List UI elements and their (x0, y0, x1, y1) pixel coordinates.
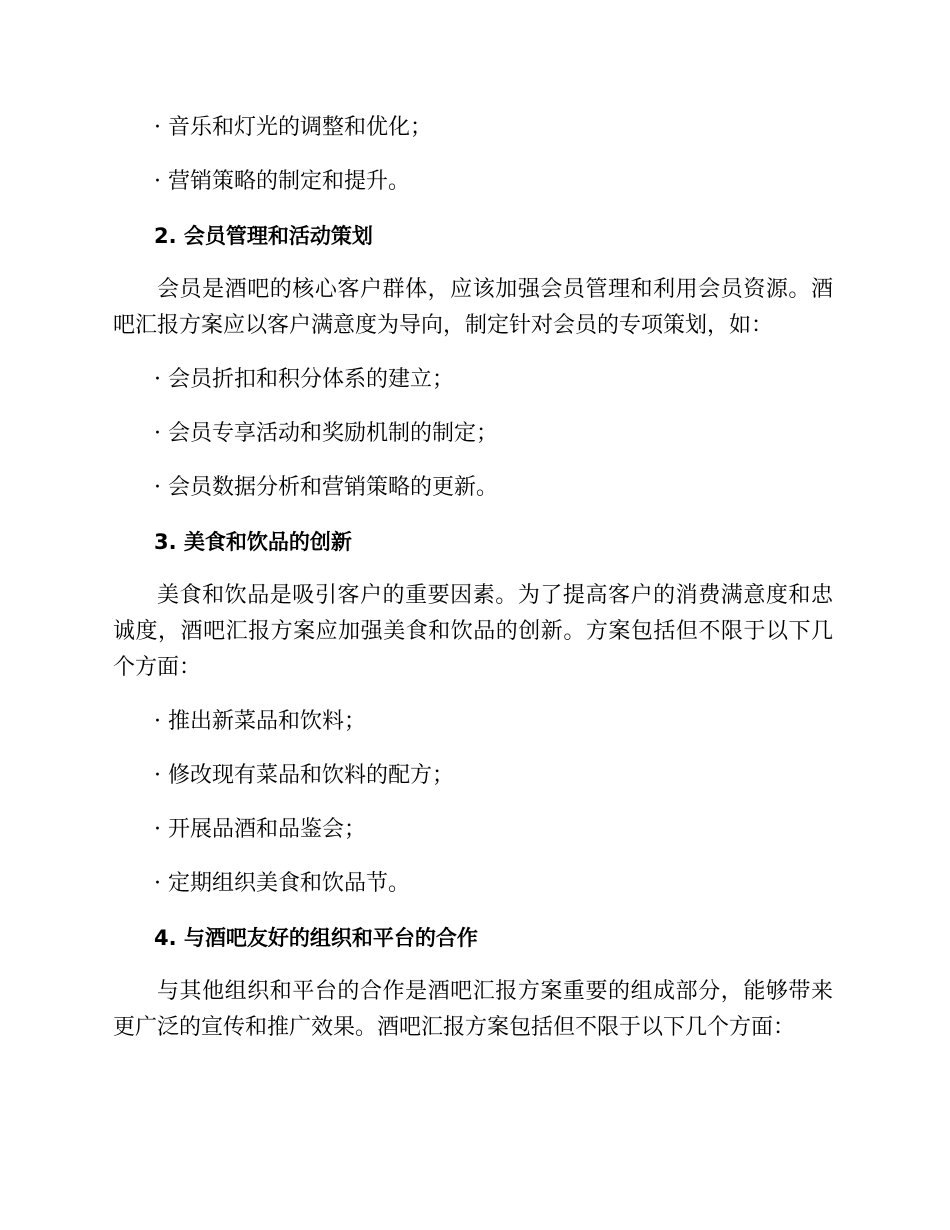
list-item: · 会员折扣和积分体系的建立； (154, 367, 454, 392)
paragraph: 会员是酒吧的核心客户群体，应该加强会员管理和利用会员资源。酒吧汇报方案应以客户满意度为导向，制定针对会员的专项策划，如： (113, 277, 833, 338)
document-body (113, 110, 833, 1064)
list-item: · 修改现有菜品和饮料的配方； (154, 763, 454, 788)
section-heading: 4. 与酒吧友好的组织和平台的合作 (154, 926, 478, 950)
list-item: · 会员专享活动和奖励机制的制定； (154, 421, 498, 446)
paragraph: 与其他组织和平台的合作是酒吧汇报方案重要的组成部分，能够带来更广泛的宣传和推广效果。酒吧汇报方案包括但不限于以下几个方面： (113, 979, 833, 1040)
list-item: · 营销策略的制定和提升。 (154, 169, 410, 194)
list-item: · 会员数据分析和营销策略的更新。 (154, 475, 498, 500)
list-item: · 音乐和灯光的调整和优化； (154, 115, 432, 140)
paragraph: 美食和饮品是吸引客户的重要因素。为了提高客户的消费满意度和忠诚度，酒吧汇报方案应加强美食和饮品的创新。方案包括但不限于以下几个方面： (113, 583, 833, 680)
list-item: · 定期组织美食和饮品节。 (154, 871, 410, 896)
list-item: · 推出新菜品和饮料； (154, 709, 366, 734)
section-heading: 2. 会员管理和活动策划 (154, 224, 373, 248)
section-heading: 3. 美食和饮品的创新 (154, 530, 352, 554)
list-item: · 开展品酒和品鉴会； (154, 817, 366, 842)
